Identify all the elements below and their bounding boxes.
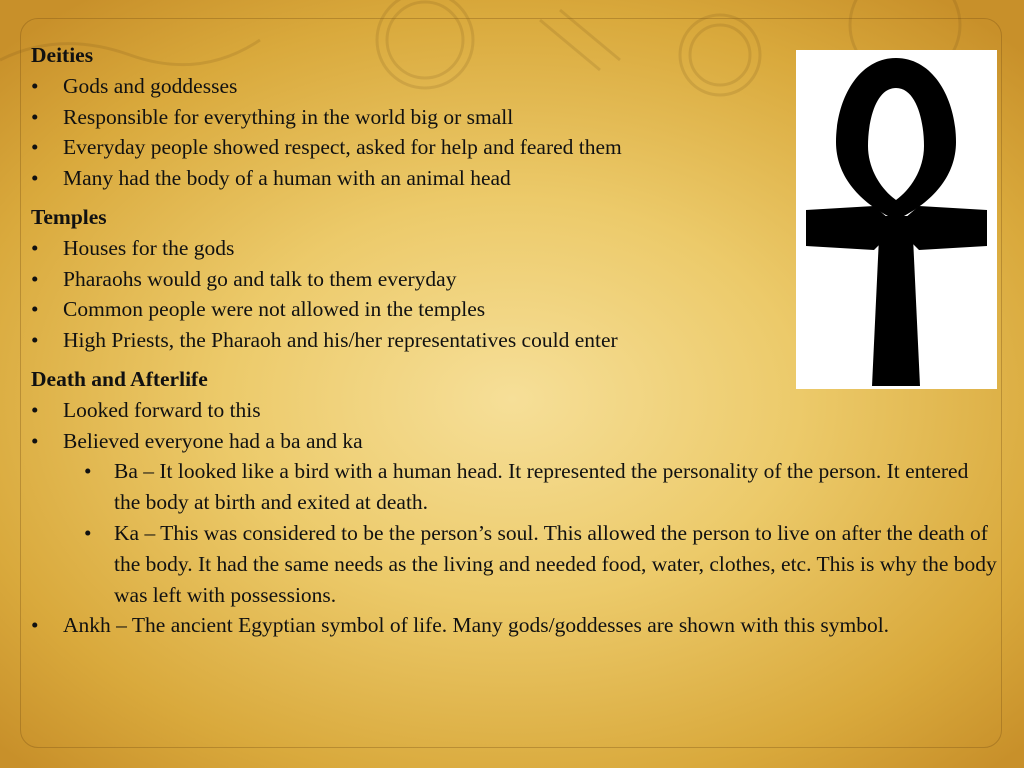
section-death-afterlife [31,364,997,641]
list-item: • Ankh – The ancient Egyptian symbol of life. Many gods/goddesses are shown with this symbol. [31,610,978,641]
section-temples [31,202,991,356]
sub-list-item: • Ba – It looked like a bird with a human head. It represented the personality of the person. It entered the body at birth and exited at death. [31,456,984,518]
section-heading: Death and Afterlife [31,366,208,391]
section-heading: Temples [31,204,107,229]
list-item: • Everyday people showed respect, asked for help and feared them [31,132,991,163]
list-item: • Houses for the gods [31,233,991,264]
list-item: • Many had the body of a human with an animal head [31,163,991,194]
list-item: • Responsible for everything in the world big or small [31,102,991,133]
sub-list-item: • Ka – This was considered to be the person’s soul. This allowed the person to live on after the death of the body. It had the same needs as the living and needed food, water, clothes, etc. This is why the body was left with possessions. [31,518,1019,610]
list-item: • Gods and goddesses [31,71,991,102]
list-item: • High Priests, the Pharaoh and his/her representatives could enter [31,325,991,356]
list-item: • Common people were not allowed in the temples [31,294,991,325]
list-item: • Believed everyone had a ba and ka [31,426,991,457]
list-item: • Looked forward to this [31,395,991,426]
section-deities [31,40,991,194]
list-item: • Pharaohs would go and talk to them everyday [31,264,991,295]
section-heading: Deities [31,43,94,67]
slide-content [31,40,997,649]
